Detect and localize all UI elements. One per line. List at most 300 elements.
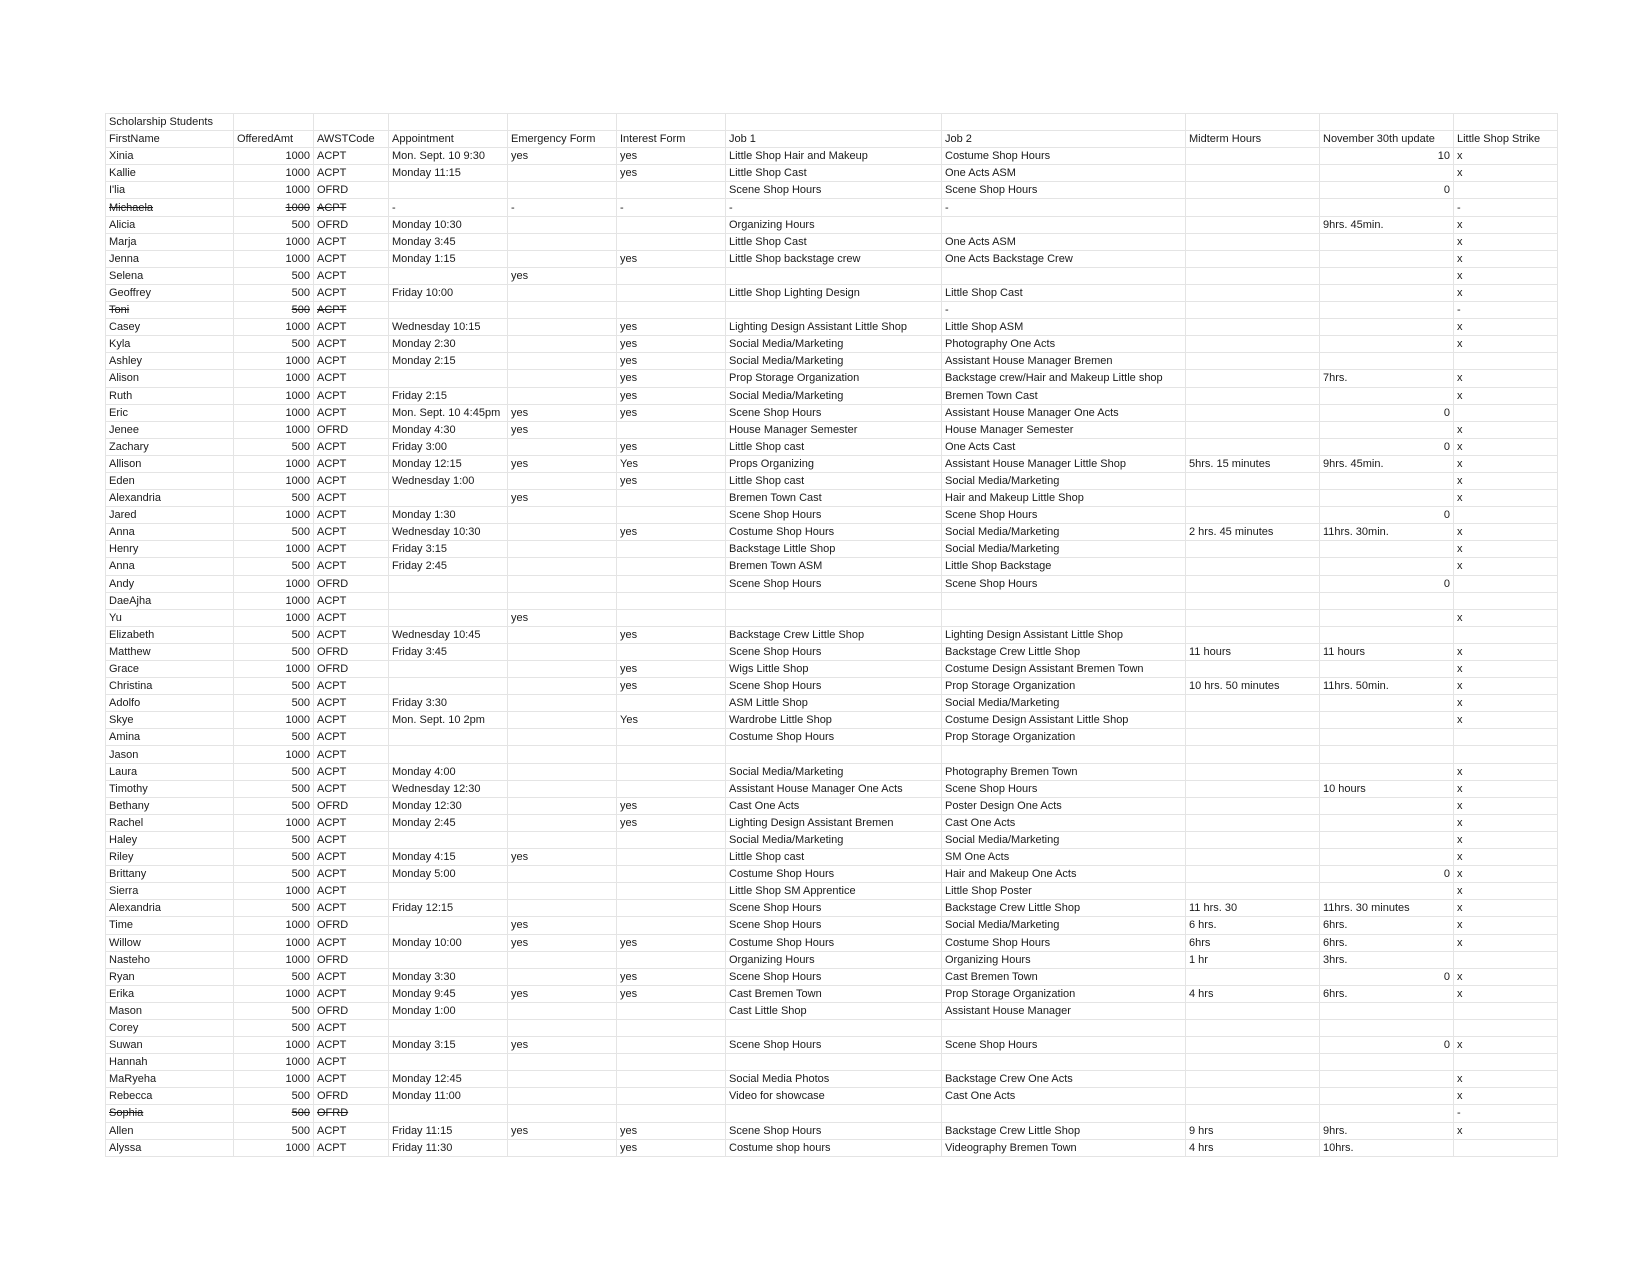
cell-offered-amt[interactable]: 1000 [234, 609, 314, 626]
cell-nov-30-update[interactable] [1320, 831, 1454, 848]
cell-job-1[interactable]: House Manager Semester [726, 421, 942, 438]
cell-little-shop-strike[interactable]: - [1454, 199, 1558, 216]
cell-midterm-hours[interactable]: 11 hours [1186, 643, 1320, 660]
cell-job-2[interactable]: - [942, 199, 1186, 216]
cell-offered-amt[interactable]: 500 [234, 558, 314, 575]
cell-offered-amt[interactable]: 1000 [234, 746, 314, 763]
cell-job-2[interactable]: Photography Bremen Town [942, 763, 1186, 780]
cell-appointment[interactable]: Friday 2:45 [389, 558, 508, 575]
cell-emergency-form[interactable] [508, 746, 617, 763]
cell-awst-code[interactable]: ACPT [314, 472, 389, 489]
cell-job-1[interactable]: Little Shop cast [726, 438, 942, 455]
cell-appointment[interactable]: Monday 1:00 [389, 1002, 508, 1019]
cell-awst-code[interactable]: ACPT [314, 233, 389, 250]
cell-offered-amt[interactable]: 500 [234, 284, 314, 301]
cell-job-1[interactable]: Lighting Design Assistant Bremen [726, 814, 942, 831]
cell-interest-form[interactable] [617, 763, 726, 780]
cell-offered-amt[interactable]: 1000 [234, 421, 314, 438]
cell-offered-amt[interactable]: 1000 [234, 1139, 314, 1156]
cell-job-2[interactable]: One Acts ASM [942, 165, 1186, 182]
cell-awst-code[interactable]: OFRD [314, 917, 389, 934]
cell-first-name[interactable]: Eden [106, 472, 234, 489]
cell-first-name[interactable]: Sierra [106, 883, 234, 900]
cell-awst-code[interactable]: ACPT [314, 1019, 389, 1036]
cell-job-1[interactable]: Scene Shop Hours [726, 182, 942, 199]
cell-offered-amt[interactable]: 1000 [234, 353, 314, 370]
cell-job-2[interactable]: Costume Shop Hours [942, 148, 1186, 165]
cell-job-2[interactable]: Scene Shop Hours [942, 507, 1186, 524]
cell-emergency-form[interactable]: yes [508, 609, 617, 626]
cell-job-1[interactable]: Scene Shop Hours [726, 678, 942, 695]
cell-job-2[interactable]: House Manager Semester [942, 421, 1186, 438]
cell-job-1[interactable]: Bremen Town Cast [726, 490, 942, 507]
cell-midterm-hours[interactable]: 6 hrs. [1186, 917, 1320, 934]
cell-offered-amt[interactable]: 500 [234, 797, 314, 814]
cell-midterm-hours[interactable] [1186, 592, 1320, 609]
cell-offered-amt[interactable]: 1000 [234, 148, 314, 165]
cell-nov-30-update[interactable] [1320, 592, 1454, 609]
cell-midterm-hours[interactable] [1186, 302, 1320, 319]
cell-midterm-hours[interactable] [1186, 1054, 1320, 1071]
cell-little-shop-strike[interactable]: x [1454, 472, 1558, 489]
cell-nov-30-update[interactable] [1320, 165, 1454, 182]
cell-nov-30-update[interactable] [1320, 558, 1454, 575]
cell-appointment[interactable]: Monday 2:15 [389, 353, 508, 370]
cell-first-name[interactable]: Grace [106, 661, 234, 678]
cell-nov-30-update[interactable] [1320, 353, 1454, 370]
cell-interest-form[interactable]: yes [617, 353, 726, 370]
cell-job-1[interactable]: Cast One Acts [726, 797, 942, 814]
cell-job-1[interactable]: Little Shop Cast [726, 165, 942, 182]
cell-job-1[interactable]: Wigs Little Shop [726, 661, 942, 678]
cell-emergency-form[interactable] [508, 250, 617, 267]
cell-appointment[interactable] [389, 1019, 508, 1036]
cell-nov-30-update[interactable]: 10hrs. [1320, 1139, 1454, 1156]
cell-offered-amt[interactable]: 500 [234, 524, 314, 541]
header-cell[interactable]: FirstName [106, 131, 234, 148]
cell-first-name[interactable]: Kyla [106, 336, 234, 353]
cell-nov-30-update[interactable]: 3hrs. [1320, 951, 1454, 968]
cell-midterm-hours[interactable] [1186, 370, 1320, 387]
cell-appointment[interactable]: Monday 11:00 [389, 1088, 508, 1105]
cell-interest-form[interactable] [617, 1105, 726, 1122]
cell-offered-amt[interactable]: 1000 [234, 1037, 314, 1054]
cell-job-1[interactable] [726, 609, 942, 626]
cell-midterm-hours[interactable]: 5hrs. 15 minutes [1186, 455, 1320, 472]
cell-offered-amt[interactable]: 1000 [234, 661, 314, 678]
cell-first-name[interactable]: Alison [106, 370, 234, 387]
cell-job-2[interactable]: Assistant House Manager Bremen [942, 353, 1186, 370]
cell-first-name[interactable]: I'lia [106, 182, 234, 199]
cell-job-2[interactable]: Cast Bremen Town [942, 968, 1186, 985]
cell-job-1[interactable]: - [726, 199, 942, 216]
cell-awst-code[interactable]: ACPT [314, 1037, 389, 1054]
header-cell[interactable]: Job 1 [726, 131, 942, 148]
cell-midterm-hours[interactable] [1186, 883, 1320, 900]
cell-interest-form[interactable]: yes [617, 319, 726, 336]
cell-job-1[interactable]: Scene Shop Hours [726, 917, 942, 934]
cell-job-2[interactable]: Scene Shop Hours [942, 182, 1186, 199]
cell-emergency-form[interactable] [508, 763, 617, 780]
cell-nov-30-update[interactable]: 0 [1320, 438, 1454, 455]
cell-little-shop-strike[interactable]: x [1454, 712, 1558, 729]
cell-job-2[interactable] [942, 609, 1186, 626]
cell-appointment[interactable]: Monday 10:30 [389, 216, 508, 233]
cell-interest-form[interactable] [617, 1002, 726, 1019]
cell-nov-30-update[interactable] [1320, 883, 1454, 900]
cell-appointment[interactable]: Friday 3:15 [389, 541, 508, 558]
cell-little-shop-strike[interactable]: x [1454, 370, 1558, 387]
cell-offered-amt[interactable]: 500 [234, 695, 314, 712]
cell-midterm-hours[interactable] [1186, 1037, 1320, 1054]
cell-job-2[interactable]: Assistant House Manager Little Shop [942, 455, 1186, 472]
cell-job-1[interactable]: Assistant House Manager One Acts [726, 780, 942, 797]
cell-nov-30-update[interactable] [1320, 472, 1454, 489]
cell-offered-amt[interactable]: 1000 [234, 370, 314, 387]
cell-appointment[interactable] [389, 182, 508, 199]
cell-nov-30-update[interactable] [1320, 1088, 1454, 1105]
cell-appointment[interactable]: Monday 4:15 [389, 849, 508, 866]
cell-job-2[interactable] [942, 216, 1186, 233]
cell-nov-30-update[interactable]: 0 [1320, 182, 1454, 199]
cell-job-2[interactable]: Hair and Makeup Little Shop [942, 490, 1186, 507]
cell-emergency-form[interactable]: yes [508, 421, 617, 438]
cell-awst-code[interactable]: ACPT [314, 985, 389, 1002]
cell-awst-code[interactable]: ACPT [314, 353, 389, 370]
cell-job-1[interactable]: Social Media/Marketing [726, 763, 942, 780]
cell-job-1[interactable]: Little Shop SM Apprentice [726, 883, 942, 900]
cell-offered-amt[interactable]: 500 [234, 216, 314, 233]
cell-midterm-hours[interactable] [1186, 609, 1320, 626]
cell-awst-code[interactable]: ACPT [314, 438, 389, 455]
cell-offered-amt[interactable]: 1000 [234, 455, 314, 472]
cell-interest-form[interactable] [617, 849, 726, 866]
cell-midterm-hours[interactable] [1186, 814, 1320, 831]
cell-job-1[interactable]: Costume Shop Hours [726, 934, 942, 951]
cell-job-1[interactable]: Lighting Design Assistant Little Shop [726, 319, 942, 336]
cell-little-shop-strike[interactable] [1454, 182, 1558, 199]
cell-interest-form[interactable]: yes [617, 370, 726, 387]
cell-little-shop-strike[interactable] [1454, 1002, 1558, 1019]
cell-interest-form[interactable] [617, 729, 726, 746]
cell-appointment[interactable]: Friday 3:45 [389, 643, 508, 660]
cell-little-shop-strike[interactable]: x [1454, 421, 1558, 438]
cell-job-2[interactable]: Little Shop ASM [942, 319, 1186, 336]
cell-appointment[interactable] [389, 883, 508, 900]
cell-nov-30-update[interactable] [1320, 712, 1454, 729]
cell-midterm-hours[interactable] [1186, 626, 1320, 643]
cell-job-2[interactable]: - [942, 302, 1186, 319]
cell-appointment[interactable] [389, 1105, 508, 1122]
cell-appointment[interactable] [389, 592, 508, 609]
cell-job-1[interactable]: Little Shop backstage crew [726, 250, 942, 267]
cell-first-name[interactable]: Rachel [106, 814, 234, 831]
cell-first-name[interactable]: Alicia [106, 216, 234, 233]
cell-emergency-form[interactable] [508, 182, 617, 199]
cell-awst-code[interactable]: ACPT [314, 336, 389, 353]
cell-emergency-form[interactable] [508, 814, 617, 831]
cell-emergency-form[interactable]: yes [508, 985, 617, 1002]
cell-job-1[interactable]: Social Media Photos [726, 1071, 942, 1088]
cell-nov-30-update[interactable] [1320, 284, 1454, 301]
cell-midterm-hours[interactable]: 4 hrs [1186, 985, 1320, 1002]
cell-little-shop-strike[interactable]: x [1454, 763, 1558, 780]
cell-nov-30-update[interactable] [1320, 1054, 1454, 1071]
cell-first-name[interactable]: Timothy [106, 780, 234, 797]
cell-little-shop-strike[interactable]: x [1454, 661, 1558, 678]
header-cell[interactable]: Little Shop Strike [1454, 131, 1558, 148]
cell-offered-amt[interactable]: 1000 [234, 199, 314, 216]
cell-nov-30-update[interactable] [1320, 541, 1454, 558]
cell-appointment[interactable]: Friday 12:15 [389, 900, 508, 917]
cell-first-name[interactable]: Anna [106, 524, 234, 541]
cell-nov-30-update[interactable] [1320, 695, 1454, 712]
cell-awst-code[interactable]: OFRD [314, 1088, 389, 1105]
cell-interest-form[interactable] [617, 917, 726, 934]
cell-interest-form[interactable] [617, 216, 726, 233]
cell-appointment[interactable]: Wednesday 10:15 [389, 319, 508, 336]
cell-offered-amt[interactable]: 1000 [234, 934, 314, 951]
cell-interest-form[interactable] [617, 490, 726, 507]
header-cell[interactable]: November 30th update [1320, 131, 1454, 148]
cell-job-1[interactable]: ASM Little Shop [726, 695, 942, 712]
cell-interest-form[interactable] [617, 267, 726, 284]
cell-job-1[interactable]: Social Media/Marketing [726, 831, 942, 848]
cell-little-shop-strike[interactable]: x [1454, 831, 1558, 848]
cell-emergency-form[interactable] [508, 336, 617, 353]
cell-little-shop-strike[interactable] [1454, 1054, 1558, 1071]
cell-nov-30-update[interactable] [1320, 336, 1454, 353]
cell-midterm-hours[interactable] [1186, 404, 1320, 421]
cell-interest-form[interactable] [617, 421, 726, 438]
cell-appointment[interactable]: Monday 2:30 [389, 336, 508, 353]
cell-nov-30-update[interactable]: 11hrs. 30 minutes [1320, 900, 1454, 917]
cell-nov-30-update[interactable]: 6hrs. [1320, 917, 1454, 934]
cell-job-1[interactable]: Little Shop Lighting Design [726, 284, 942, 301]
cell-appointment[interactable]: Monday 12:45 [389, 1071, 508, 1088]
cell-awst-code[interactable]: ACPT [314, 780, 389, 797]
cell-awst-code[interactable]: ACPT [314, 609, 389, 626]
cell-midterm-hours[interactable] [1186, 968, 1320, 985]
cell-appointment[interactable]: Monday 10:00 [389, 934, 508, 951]
cell-job-2[interactable]: Social Media/Marketing [942, 524, 1186, 541]
cell-offered-amt[interactable]: 1000 [234, 951, 314, 968]
cell-little-shop-strike[interactable]: x [1454, 490, 1558, 507]
cell-nov-30-update[interactable]: 9hrs. 45min. [1320, 455, 1454, 472]
cell-awst-code[interactable]: ACPT [314, 712, 389, 729]
cell-first-name[interactable]: Geoffrey [106, 284, 234, 301]
cell-job-2[interactable]: Backstage crew/Hair and Makeup Little shop [942, 370, 1186, 387]
cell-nov-30-update[interactable]: 11 hours [1320, 643, 1454, 660]
cell-first-name[interactable]: Kallie [106, 165, 234, 182]
cell-appointment[interactable]: - [389, 199, 508, 216]
cell-appointment[interactable] [389, 678, 508, 695]
cell-emergency-form[interactable] [508, 1139, 617, 1156]
cell-offered-amt[interactable]: 1000 [234, 883, 314, 900]
cell-nov-30-update[interactable] [1320, 797, 1454, 814]
cell-job-1[interactable] [726, 1054, 942, 1071]
cell-appointment[interactable]: Monday 1:15 [389, 250, 508, 267]
cell-midterm-hours[interactable] [1186, 780, 1320, 797]
cell-job-2[interactable]: Social Media/Marketing [942, 917, 1186, 934]
cell-little-shop-strike[interactable] [1454, 575, 1558, 592]
cell-interest-form[interactable]: yes [617, 1122, 726, 1139]
cell-job-2[interactable]: One Acts Backstage Crew [942, 250, 1186, 267]
cell-emergency-form[interactable] [508, 541, 617, 558]
cell-offered-amt[interactable]: 1000 [234, 182, 314, 199]
cell-nov-30-update[interactable] [1320, 849, 1454, 866]
cell-offered-amt[interactable]: 1000 [234, 387, 314, 404]
cell-job-1[interactable]: Scene Shop Hours [726, 575, 942, 592]
cell-awst-code[interactable]: OFRD [314, 797, 389, 814]
cell-little-shop-strike[interactable]: x [1454, 233, 1558, 250]
cell-job-1[interactable]: Organizing Hours [726, 216, 942, 233]
cell-midterm-hours[interactable]: 10 hrs. 50 minutes [1186, 678, 1320, 695]
cell-little-shop-strike[interactable]: x [1454, 1122, 1558, 1139]
cell-job-1[interactable]: Props Organizing [726, 455, 942, 472]
cell-nov-30-update[interactable] [1320, 729, 1454, 746]
cell-first-name[interactable]: Riley [106, 849, 234, 866]
cell-appointment[interactable]: Monday 9:45 [389, 985, 508, 1002]
cell-little-shop-strike[interactable]: x [1454, 780, 1558, 797]
cell-emergency-form[interactable]: yes [508, 1037, 617, 1054]
cell-little-shop-strike[interactable] [1454, 746, 1558, 763]
cell-appointment[interactable]: Wednesday 1:00 [389, 472, 508, 489]
cell-awst-code[interactable]: OFRD [314, 1002, 389, 1019]
cell-awst-code[interactable]: ACPT [314, 1139, 389, 1156]
cell-interest-form[interactable] [617, 233, 726, 250]
cell-emergency-form[interactable]: yes [508, 148, 617, 165]
cell-offered-amt[interactable]: 500 [234, 438, 314, 455]
cell-nov-30-update[interactable]: 0 [1320, 968, 1454, 985]
cell-little-shop-strike[interactable]: x [1454, 558, 1558, 575]
cell-emergency-form[interactable]: yes [508, 455, 617, 472]
cell-interest-form[interactable]: yes [617, 661, 726, 678]
cell-job-1[interactable]: Costume Shop Hours [726, 729, 942, 746]
cell-first-name[interactable]: Jared [106, 507, 234, 524]
cell-midterm-hours[interactable] [1186, 490, 1320, 507]
cell-awst-code[interactable]: ACPT [314, 250, 389, 267]
cell-first-name[interactable]: Marja [106, 233, 234, 250]
cell-appointment[interactable] [389, 267, 508, 284]
cell-appointment[interactable] [389, 951, 508, 968]
cell-appointment[interactable]: Monday 11:15 [389, 165, 508, 182]
cell-first-name[interactable]: Brittany [106, 866, 234, 883]
cell-job-2[interactable] [942, 592, 1186, 609]
cell-appointment[interactable]: Monday 1:30 [389, 507, 508, 524]
cell-job-1[interactable]: Backstage Little Shop [726, 541, 942, 558]
cell-interest-form[interactable]: Yes [617, 712, 726, 729]
header-cell[interactable]: OfferedAmt [234, 131, 314, 148]
cell-midterm-hours[interactable] [1186, 866, 1320, 883]
cell-emergency-form[interactable]: yes [508, 849, 617, 866]
cell-offered-amt[interactable]: 500 [234, 866, 314, 883]
cell-job-2[interactable]: Scene Shop Hours [942, 575, 1186, 592]
cell-first-name[interactable]: Corey [106, 1019, 234, 1036]
cell-appointment[interactable] [389, 575, 508, 592]
cell-job-2[interactable] [942, 1105, 1186, 1122]
cell-emergency-form[interactable]: yes [508, 490, 617, 507]
cell-midterm-hours[interactable] [1186, 438, 1320, 455]
cell-first-name[interactable]: Anna [106, 558, 234, 575]
cell-interest-form[interactable] [617, 780, 726, 797]
cell-first-name[interactable]: Toni [106, 302, 234, 319]
cell-job-1[interactable] [726, 746, 942, 763]
cell-nov-30-update[interactable] [1320, 199, 1454, 216]
cell-little-shop-strike[interactable]: x [1454, 216, 1558, 233]
cell-appointment[interactable]: Monday 4:30 [389, 421, 508, 438]
cell-offered-amt[interactable]: 500 [234, 626, 314, 643]
cell-awst-code[interactable]: ACPT [314, 199, 389, 216]
cell-little-shop-strike[interactable] [1454, 729, 1558, 746]
cell-appointment[interactable] [389, 661, 508, 678]
cell-emergency-form[interactable] [508, 695, 617, 712]
header-cell[interactable]: Emergency Form [508, 131, 617, 148]
cell-awst-code[interactable]: ACPT [314, 558, 389, 575]
cell-interest-form[interactable] [617, 1088, 726, 1105]
cell-midterm-hours[interactable] [1186, 831, 1320, 848]
cell-offered-amt[interactable]: 1000 [234, 507, 314, 524]
cell-midterm-hours[interactable] [1186, 661, 1320, 678]
cell-offered-amt[interactable]: 1000 [234, 592, 314, 609]
cell-interest-form[interactable] [617, 592, 726, 609]
cell-interest-form[interactable] [617, 541, 726, 558]
cell-little-shop-strike[interactable] [1454, 404, 1558, 421]
cell-appointment[interactable]: Friday 11:15 [389, 1122, 508, 1139]
cell-job-1[interactable]: Cast Bremen Town [726, 985, 942, 1002]
cell-job-2[interactable]: Costume Shop Hours [942, 934, 1186, 951]
cell-interest-form[interactable] [617, 1071, 726, 1088]
cell-emergency-form[interactable]: yes [508, 917, 617, 934]
cell-job-2[interactable]: Hair and Makeup One Acts [942, 866, 1186, 883]
cell-midterm-hours[interactable] [1186, 284, 1320, 301]
cell-emergency-form[interactable]: yes [508, 267, 617, 284]
cell-appointment[interactable]: Friday 3:30 [389, 695, 508, 712]
cell-job-2[interactable]: Bremen Town Cast [942, 387, 1186, 404]
cell-appointment[interactable] [389, 729, 508, 746]
cell-awst-code[interactable]: OFRD [314, 575, 389, 592]
cell-awst-code[interactable]: ACPT [314, 934, 389, 951]
cell-nov-30-update[interactable] [1320, 746, 1454, 763]
cell-appointment[interactable] [389, 302, 508, 319]
cell-awst-code[interactable]: ACPT [314, 148, 389, 165]
cell-interest-form[interactable]: yes [617, 678, 726, 695]
cell-emergency-form[interactable] [508, 592, 617, 609]
cell-appointment[interactable]: Friday 3:00 [389, 438, 508, 455]
cell-offered-amt[interactable]: 1000 [234, 319, 314, 336]
cell-job-2[interactable]: Little Shop Poster [942, 883, 1186, 900]
cell-first-name[interactable]: Suwan [106, 1037, 234, 1054]
cell-interest-form[interactable]: yes [617, 148, 726, 165]
cell-first-name[interactable]: Sophia [106, 1105, 234, 1122]
cell-appointment[interactable]: Friday 2:15 [389, 387, 508, 404]
cell-awst-code[interactable]: ACPT [314, 849, 389, 866]
cell-first-name[interactable]: DaeAjha [106, 592, 234, 609]
cell-nov-30-update[interactable]: 0 [1320, 404, 1454, 421]
cell-midterm-hours[interactable] [1186, 148, 1320, 165]
cell-nov-30-update[interactable] [1320, 661, 1454, 678]
cell-midterm-hours[interactable] [1186, 797, 1320, 814]
cell-interest-form[interactable]: - [617, 199, 726, 216]
cell-emergency-form[interactable] [508, 729, 617, 746]
cell-emergency-form[interactable] [508, 165, 617, 182]
cell-little-shop-strike[interactable]: x [1454, 1037, 1558, 1054]
cell-little-shop-strike[interactable]: x [1454, 1088, 1558, 1105]
cell-emergency-form[interactable]: yes [508, 404, 617, 421]
cell-interest-form[interactable] [617, 883, 726, 900]
cell-job-1[interactable] [726, 592, 942, 609]
cell-little-shop-strike[interactable]: x [1454, 336, 1558, 353]
